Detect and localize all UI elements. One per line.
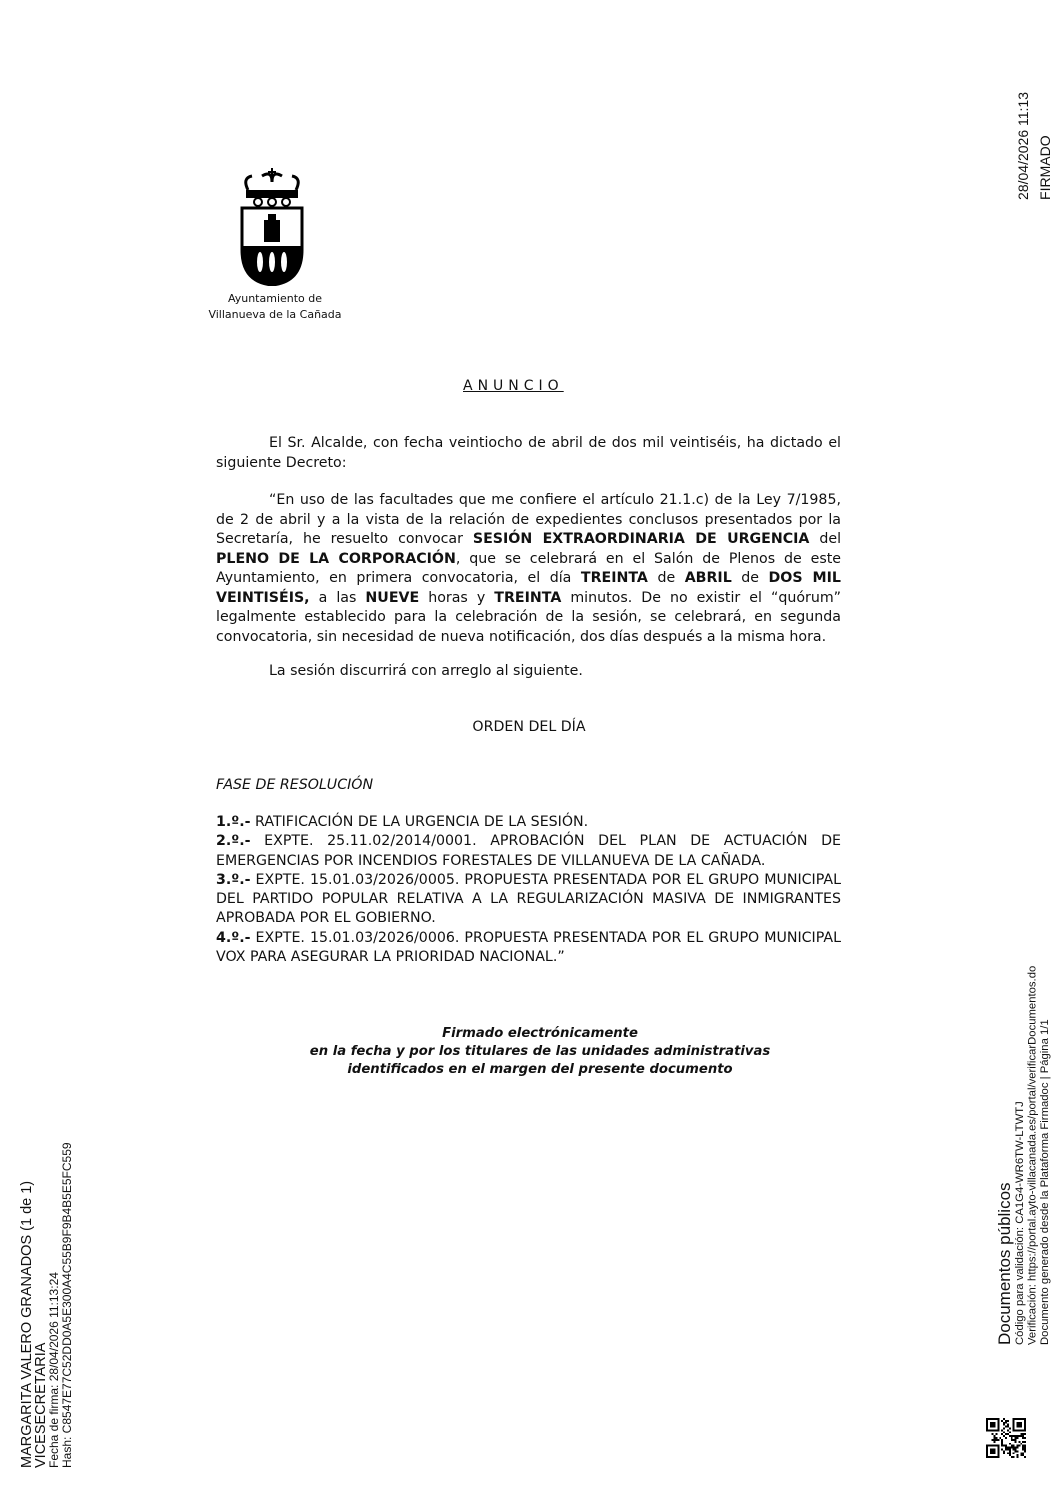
phase-heading: FASE DE RESOLUCIÓN xyxy=(216,777,374,793)
decree-text: de xyxy=(731,570,769,586)
signature-hash: Hash: C8547E77C52DD0A5E300A4C55B9F9B4B5E5FC559 xyxy=(60,1142,74,1468)
agenda-item xyxy=(216,813,841,832)
signature-line: identificados en el margen del presente documento xyxy=(347,1062,733,1077)
signature-line: en la fecha y por los titulares de las unidades administrativas xyxy=(309,1044,771,1059)
decree-text: minutos. De no existir el “quórum” legalmente establecido para la celebración de la sesión, se celebrará, en segunda convocatoria, sin necesidad de nueva notificación, dos días después a la misma hora. xyxy=(216,589,841,645)
generated-note: Documento generado desde la Plataforma Firmadoc | Página 1/1 xyxy=(1039,1019,1051,1345)
electronic-signature-note xyxy=(250,1025,830,1079)
signer-name: MARGARITA VALERO GRANADOS (1 de 1) xyxy=(19,1180,35,1468)
validation-code: Código para validación: CA1G4-WR6TW-LTWTJ xyxy=(1014,1101,1026,1345)
agenda-item xyxy=(216,832,841,871)
agenda-item xyxy=(216,871,841,929)
stamp-datetime: 28/04/2026 11:13 xyxy=(1015,92,1031,200)
order-title: ORDEN DEL DÍA xyxy=(472,719,586,735)
signer-role: VICESECRETARIA xyxy=(33,1342,49,1468)
agenda-item-text: EXPTE. 15.01.03/2026/0006. PROPUESTA PRESENTADA POR EL GRUPO MUNICIPAL VOX PARA ASEGURAR LA PRIORIDAD NACIONAL.” xyxy=(216,929,841,966)
signature-stamp xyxy=(1012,92,1056,200)
agenda-item-number: 1.º.- xyxy=(216,814,251,830)
verification-url[interactable]: Verificación: https://portal.ayto-villacanada.es/portal/verificarDocumentos.do xyxy=(1026,965,1039,1345)
agenda-item-text: EXPTE. 25.11.02/2014/0001. APROBACIÓN DEL PLAN DE ACTUACIÓN DE EMERGENCIAS POR INCENDIOS FORESTALES DE VILLANUEVA DE LA CAÑADA. xyxy=(216,833,841,869)
decree-bold: TREINTA xyxy=(494,589,562,606)
stamp-status: FIRMADO xyxy=(1037,135,1053,200)
decree-bold: TREINTA xyxy=(580,570,648,586)
agenda-item-number: 3.º.- xyxy=(216,871,251,888)
agenda-item xyxy=(216,929,841,968)
decree-bold: SESIÓN EXTRAORDINARIA DE URGENCIA xyxy=(472,531,810,547)
document-title: ANUNCIO xyxy=(463,378,564,394)
session-text: La sesión discurrirá con arreglo al siguiente. xyxy=(269,663,583,679)
coat-of-arms-logo xyxy=(238,168,306,286)
agenda-item-text: RATIFICACIÓN DE LA URGENCIA DE LA SESIÓN. xyxy=(250,814,589,830)
logo-line1: Ayuntamiento de xyxy=(227,292,323,305)
agenda-list xyxy=(216,813,841,967)
agenda-item-number: 4.º.- xyxy=(216,929,251,946)
verification-title: Documentos públicos xyxy=(995,1182,1014,1345)
signature-date: Fecha de firma: 28/04/2026 11:13:24 xyxy=(47,1272,61,1468)
qr-code-icon xyxy=(986,1418,1026,1458)
signature-line: Firmado electrónicamente xyxy=(442,1026,638,1041)
decree-text: del xyxy=(809,531,842,547)
decree-text: , que se celebrará en el Salón de Plenos de este Ayuntamiento, en primera convocatoria, el día xyxy=(216,550,842,586)
verification-info xyxy=(996,955,1052,1345)
decree-bold: PLENO DE LA CORPORACIÓN xyxy=(216,550,456,567)
decree-text: horas y xyxy=(419,589,495,606)
decree-text: “En uso de las facultades que me confiere el artículo 21.1.c) de la Ley 7/1985, de 2 de abril y a la vista de la relación de expedientes conclusos presentados por la Secretaría, he resuelto convocar xyxy=(216,492,841,547)
decree-bold: DOS MIL VEINTISÉIS, xyxy=(216,570,841,606)
decree-bold: NUEVE xyxy=(365,589,420,606)
signer-info xyxy=(20,1110,74,1468)
decree-text: a las xyxy=(309,589,366,606)
logo-line2: Villanueva de la Cañada xyxy=(208,308,342,321)
intro-paragraph: El Sr. Alcalde, con fecha veintiocho de abril de dos mil veintiséis, ha dictado el siguiente Decreto: xyxy=(216,435,841,471)
decree-bold: ABRIL xyxy=(684,570,732,586)
agenda-item-number: 2.º.- xyxy=(216,833,251,850)
decree-text: de xyxy=(647,570,685,586)
decree-paragraph xyxy=(216,491,841,647)
agenda-item-text: EXPTE. 15.01.03/2026/0005. PROPUESTA PRESENTADA POR EL GRUPO MUNICIPAL DEL PARTIDO POPULAR RELATIVA A LA REGULARIZACIÓN MASIVA DE INMIGRANTES APROBADA POR EL GOBIERNO. xyxy=(216,871,841,927)
